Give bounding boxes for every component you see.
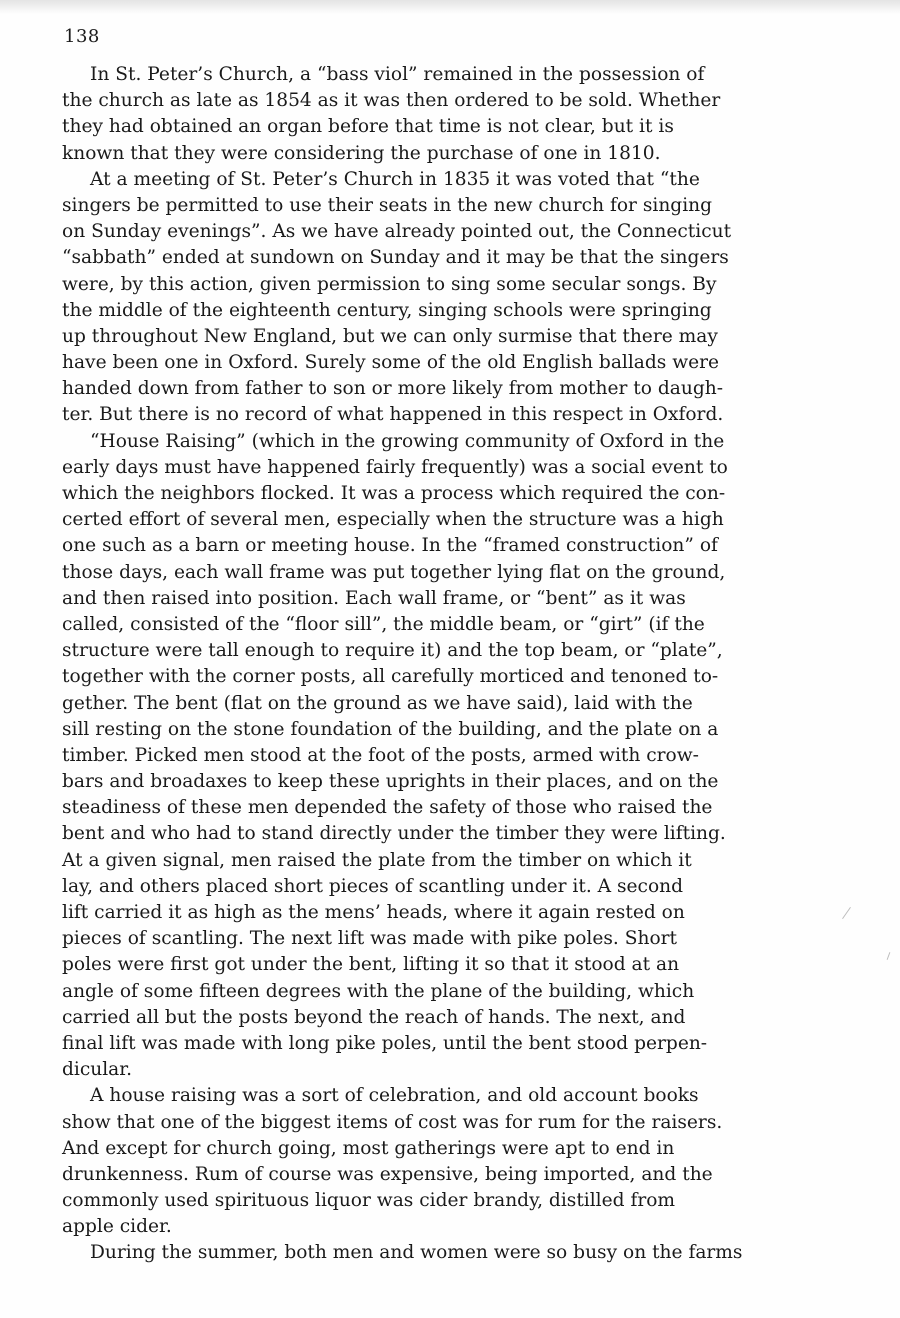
text-line: together with the corner posts, all carefully morticed and tenoned to- [62, 666, 719, 688]
text-line: final lift was made with long pike poles, until the bent stood perpen- [62, 1032, 708, 1054]
text-line: bars and broadaxes to keep these uprights in their places, and on the [62, 771, 719, 793]
text-line: In St. Peter’s Church, a “bass viol” remained in the possession of [90, 64, 705, 85]
text-line: known that they were considering the purchase of one in 1810. [62, 142, 661, 164]
text-line: called, consisted of the “floor sill”, the middle beam, or “girt” (if the [62, 613, 705, 635]
text-line: During the summer, both men and women were so busy on the farms [90, 1242, 743, 1264]
text-line: timber. Picked men stood at the foot of the posts, armed with crow- [62, 744, 699, 766]
text-line: bent and who had to stand directly under the timber they were lifting. [62, 823, 726, 845]
text-line: A house raising was a sort of celebration, and old account books [90, 1085, 699, 1107]
text-line: sill resting on the stone foundation of the building, and the plate on a [62, 718, 719, 740]
text-line: ter. But there is no record of what happened in this respect in Oxford. [62, 404, 724, 426]
paragraph [62, 167, 852, 429]
page-number: 138 [64, 26, 100, 47]
text-line: up throughout New England, but we can only surmise that there may [62, 325, 718, 347]
paragraph [62, 429, 852, 1084]
text-line: structure were tall enough to require it) and the top beam, or “plate”, [62, 640, 723, 662]
body-text [62, 62, 852, 1267]
text-line: which the neighbors flocked. It was a process which required the con- [62, 483, 726, 504]
paragraph [62, 1240, 852, 1266]
text-line: the church as late as 1854 as it was then ordered to be sold. Whether [62, 90, 721, 112]
text-line: lift carried it as high as the mens’ heads, where it again rested on [62, 902, 685, 923]
text-line: one such as a barn or meeting house. In the “framed construction” of [62, 535, 718, 557]
text-line: “House Raising” (which in the growing community of Oxford in the [90, 430, 725, 452]
text-line: show that one of the biggest items of cost was for rum for the raisers. [62, 1111, 723, 1133]
text-line: they had obtained an organ before that time is not clear, but it is [62, 116, 674, 138]
scan-speck [887, 952, 891, 960]
text-line: commonly used spirituous liquor was cider brandy, distilled from [62, 1190, 676, 1212]
text-line: those days, each wall frame was put together lying flat on the ground, [62, 561, 726, 583]
text-line: At a given signal, men raised the plate from the timber on which it [62, 849, 692, 871]
text-line: “sabbath” ended at sundown on Sunday and it may be that the singers [62, 247, 729, 269]
text-line: At a meeting of St. Peter’s Church in 1835 it was voted that “the [90, 168, 700, 190]
paragraph [62, 1083, 852, 1240]
text-line: certed effort of several men, especially when the structure was a high [62, 509, 724, 531]
paragraph [62, 62, 852, 167]
text-line: And except for church going, most gatherings were apt to end in [62, 1137, 675, 1159]
text-line: have been one in Oxford. Surely some of the old English ballads were [62, 352, 720, 374]
text-line: drunkenness. Rum of course was expensive, being imported, and the [62, 1163, 713, 1185]
text-line: the middle of the eighteenth century, singing schools were springing [62, 299, 712, 321]
text-line: lay, and others placed short pieces of scantling under it. A second [62, 875, 684, 897]
text-line: and then raised into position. Each wall frame, or “bent” as it was [62, 587, 686, 609]
text-line: poles were first got under the bent, lifting it so that it stood at an [62, 954, 680, 976]
text-line: were, by this action, given permission to sing some secular songs. By [62, 273, 717, 295]
text-line: dicular. [62, 1059, 133, 1081]
text-line: on Sunday evenings”. As we have already pointed out, the Connecticut [62, 221, 732, 243]
scan-edge-shadow [0, 0, 900, 14]
text-line: angle of some fifteen degrees with the plane of the building, which [62, 980, 695, 1002]
text-line: carried all but the posts beyond the reach of hands. The next, and [62, 1006, 686, 1028]
text-line: apple cider. [62, 1216, 172, 1238]
text-line: pieces of scantling. The next lift was made with pike poles. Short [62, 928, 678, 950]
text-line: singers be permitted to use their seats in the new church for singing [62, 194, 713, 216]
text-line: steadiness of these men depended the safety of those who raised the [62, 797, 713, 819]
text-line: early days must have happened fairly frequently) was a social event to [62, 456, 728, 478]
text-line: handed down from father to son or more likely from mother to daugh- [62, 378, 724, 400]
text-line: gether. The bent (flat on the ground as we have said), laid with the [62, 692, 693, 714]
